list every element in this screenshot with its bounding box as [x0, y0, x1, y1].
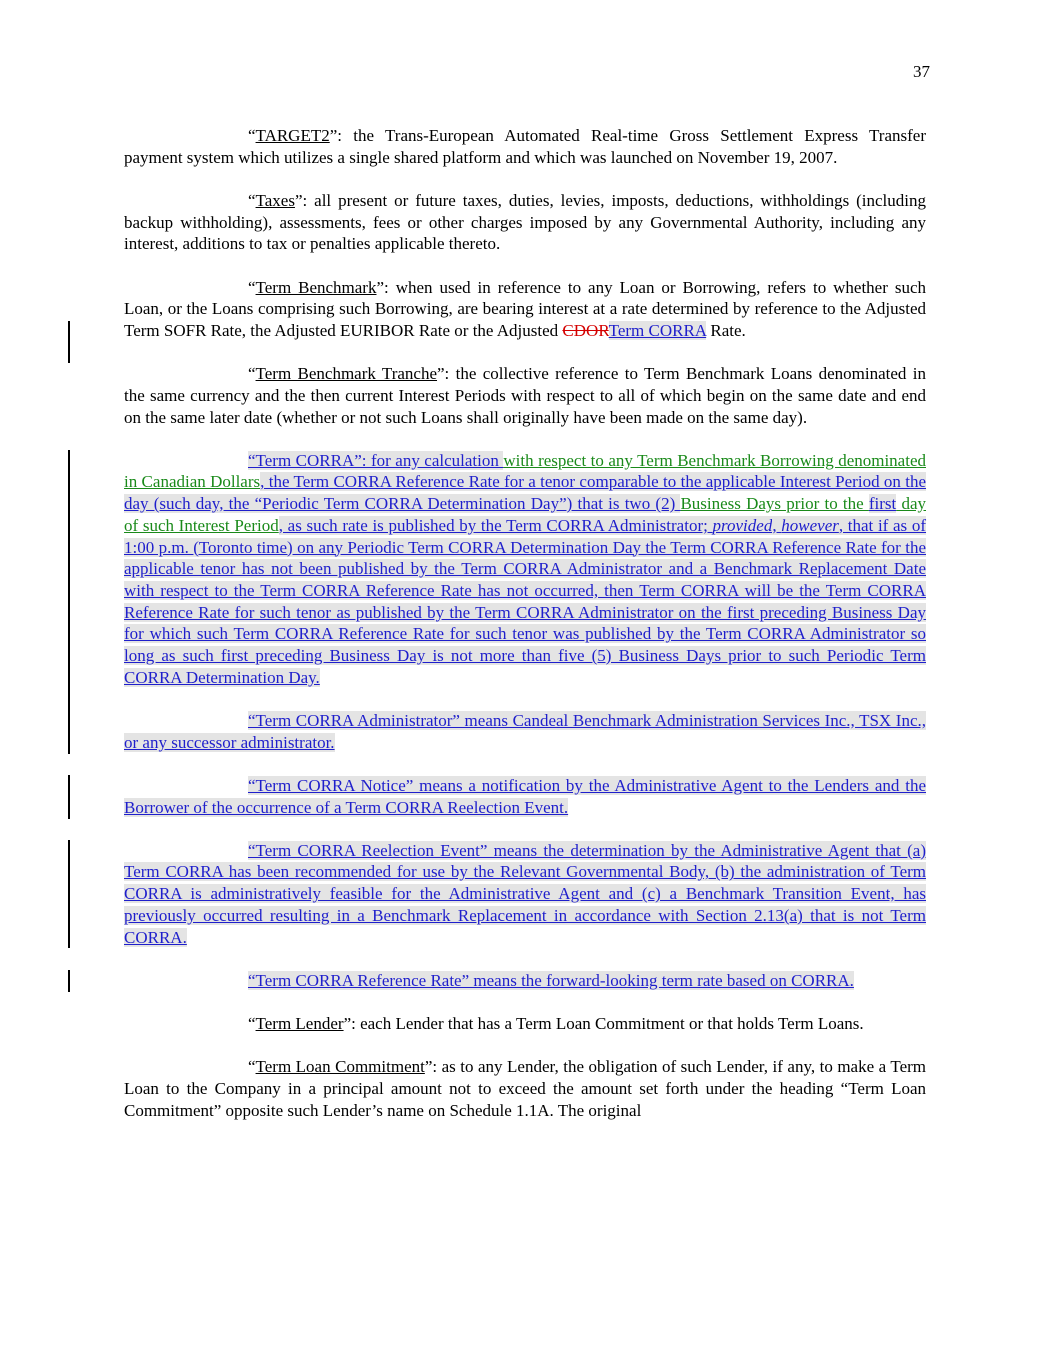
- inserted-text: , as such rate is published by the Term CORRA Administrator;: [278, 515, 713, 535]
- inserted-text: , that if as of 1:00 p.m. (Toronto time) on any Periodic Term CORRA Determination Day the Term CORRA Reference Rate for the applicable tenor has not been published by the Term CORRA Administrator and a Benchmark Replacement Date with respect to the Term CORRA Reference Rate has not occurred, then Term CORRA will be the Term CORRA Reference Rate for such tenor as published by the Term CORRA Administrator on the first preceding Business Day for which such Term CORRA Reference Rate for such tenor was published by the Term CORRA Administrator so long as such first preceding Business Day is not more than five (5) Business Days prior to such Periodic Term CORRA Determination Day.: [124, 515, 927, 687]
- definition-term-corra-administrator: [124, 710, 926, 753]
- definition-term-lender: “Term Lender”: each Lender that has a Term Loan Commitment or that holds Term Loans.: [248, 1014, 864, 1033]
- inserted-text: Term CORRA: [608, 320, 707, 340]
- moved-text: Business Days prior to the: [680, 494, 869, 514]
- moved-text: day of such Interest Period: [124, 494, 926, 535]
- defined-term: Taxes: [255, 190, 295, 210]
- definition-term-loan-commitment: “Term Loan Commitment”: as to any Lender, the obligation of such Lender, if any, to make a Term Loan to the Company in a principal amount not to exceed the amount set forth under the heading “Term Loan Commitment” opposite such Lender’s name on Schedule 1.1A. The original: [124, 1057, 927, 1120]
- change-bar: [68, 970, 70, 992]
- definition-term-benchmark: “Term Benchmark”: when used in reference to any Loan or Borrowing, refers to whether such Loan, or the Loans comprising such Borrowing, are bearing interest at a rate determined by reference to the Adjusted Term SOFR Rate, the Adjusted EURIBOR Rate or the Adjusted CDORTerm CORRA Rate.: [124, 277, 926, 342]
- definition-term-corra-reelection-event: [124, 840, 926, 949]
- definition-taxes: “Taxes”: all present or future taxes, duties, levies, imposts, deductions, withholdings (including backup withholding), assessments, fees or other charges imposed by any Governmental Authority, including any interest, additions to tax or penalties applicable thereto.: [124, 190, 926, 254]
- inserted-text: , the Term CORRA Reference Rate for a tenor comparable to the applicable Interest Period on the day (such day, the “Periodic Term CORRA Determination Day”) that is two (2): [124, 472, 927, 514]
- change-bar: [68, 450, 70, 712]
- inserted-text: “Term CORRA”: for any calculation: [248, 450, 504, 470]
- moved-text: with respect to any Term Benchmark Borrowing denominated in Canadian Dollars: [124, 450, 926, 492]
- change-bar: [68, 775, 70, 819]
- inserted-text: “Term CORRA Administrator” means Candeal Benchmark Administration Services Inc., TSX Inc., or any successor administrator.: [124, 710, 926, 752]
- defined-term: Term Benchmark: [255, 277, 377, 297]
- defined-term: Term Benchmark Tranche: [255, 364, 438, 384]
- inserted-text: “Term CORRA Reference Rate” means the forward-looking term rate based on CORRA.: [248, 970, 854, 990]
- page-number: 37: [913, 62, 930, 81]
- definition-target2: “TARGET2”: the Trans-European Automated Real-time Gross Settlement Express Transfer payment system which utilizes a single shared platform and which was launched on November 19, 2007.: [124, 126, 926, 167]
- definition-term-benchmark-tranche: “Term Benchmark Tranche”: the collective reference to Term Benchmark Loans denominated in the same currency and the then current Interest Periods with respect to all of which begin on the same date and end on the same later date (whether or not such Loans shall originally have been made on the same day).: [124, 364, 926, 427]
- change-bar: [68, 321, 70, 363]
- deleted-text: CDOR: [562, 320, 609, 340]
- inserted-italic-text: provided: [712, 515, 773, 535]
- definition-term-corra-reference-rate: [124, 970, 926, 992]
- change-bar: [68, 710, 70, 754]
- document-body: [124, 125, 926, 1121]
- inserted-text: “Term CORRA Notice” means a notification by the Administrative Agent to the Lenders and the Borrower of the occurrence of a Term CORRA Reelection Event.: [124, 775, 926, 817]
- definition-term-corra-notice: [124, 775, 926, 818]
- inserted-text: “Term CORRA Reelection Event” means the determination by the Administrative Agent that (a) Term CORRA has been recommended for use by the Relevant Governmental Body, (b) the administration of Term CORRA is administratively feasible for the Administrative Agent and (c) a Benchmark Transition Event, has previously occurred resulting in a Benchmark Replacement in accordance with Section 2.13(a) that is not Term CORRA.: [124, 840, 926, 947]
- defined-term: Term Loan Commitment: [255, 1057, 425, 1077]
- change-bar: [68, 840, 70, 948]
- definition-term-corra: [124, 450, 926, 689]
- defined-term: Term Lender: [255, 1014, 344, 1033]
- inserted-italic-text: however: [781, 515, 839, 535]
- inserted-text: first: [868, 494, 897, 514]
- inserted-text: ,: [772, 515, 782, 535]
- defined-term: TARGET2: [255, 126, 330, 145]
